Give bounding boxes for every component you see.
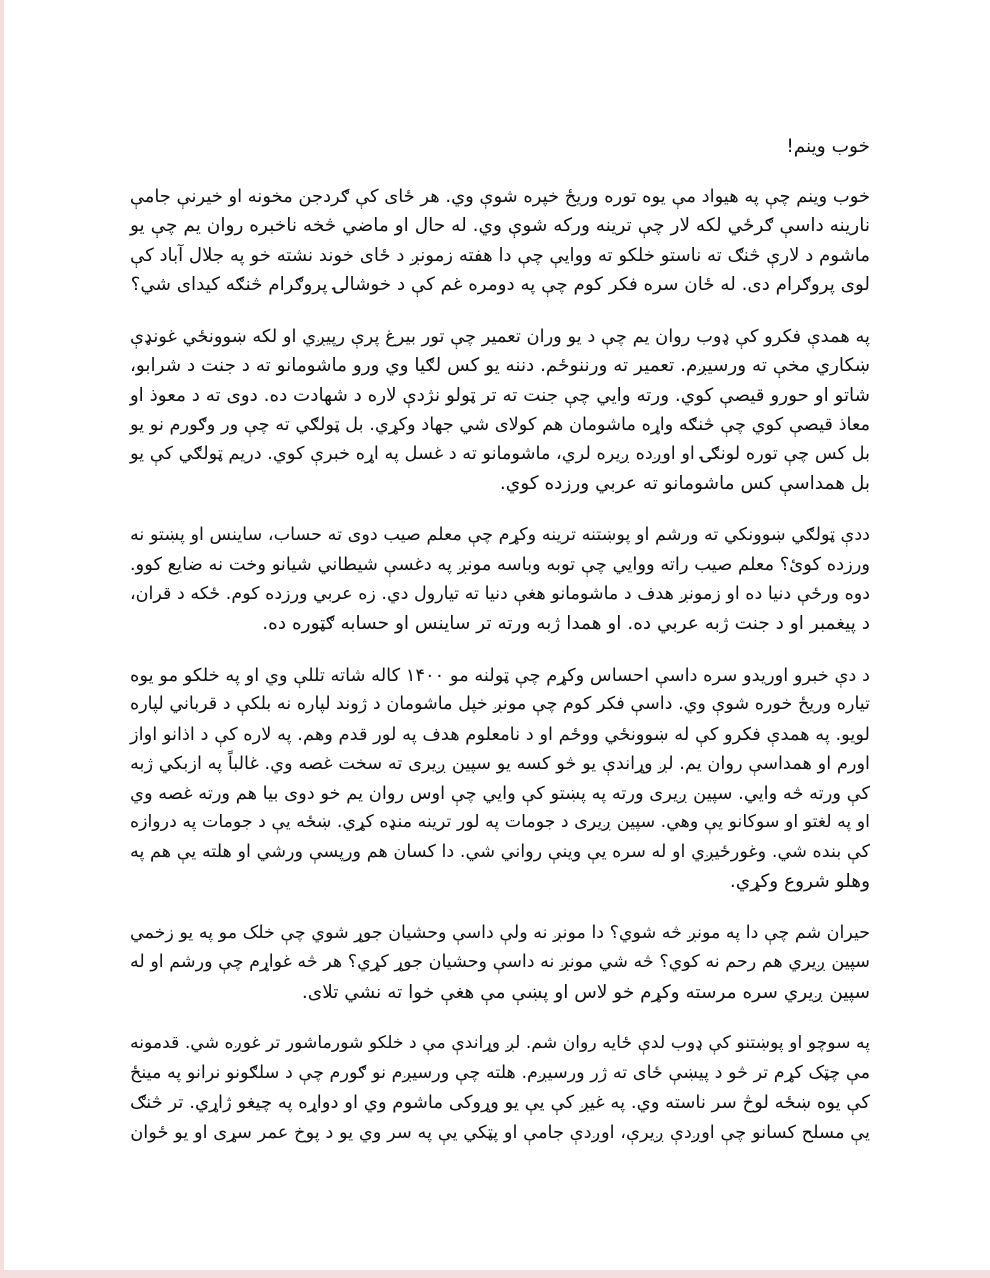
paragraph-line: په سوچو او پوښتنو کې ډوب لدې ځایه روان شم. لږ وړاندې مې د خلکو شورماشور تر غوږه شي. قدمونه bbox=[130, 1033, 870, 1053]
paragraph-line: لویو. په همدې فکرو کې له ښوونځي ووځم او د نامعلوم هدف په لور قدم وهم. په لاره کې د اذانو اواز bbox=[130, 723, 870, 745]
paragraph-line: کې ورته څه وایي. سپین ږیری ورته په پښتو کې وایي چې اوس روان یم خو دوی بیا هم ورته غصه وي bbox=[129, 782, 870, 804]
paragraph-line: ماشوم د لارې څنګ ته ناستو خلکو ته ووایې چې دا هفته زمونږ د ځای خوند نشته خو په جلال آباد کې bbox=[130, 244, 870, 266]
page-edge-left bbox=[0, 0, 4, 1278]
paragraph-line: ددې ټولګي ښوونکي ته ورشم او پوښتنه ترینه وکړم چې معلم صیب دوی ته حساب، ساینس او پښتو نه bbox=[130, 524, 870, 545]
paragraph-line: حیران شم چې دا په مونږ څه شوي؟ دا مونږ نه ولې داسې وحشیان جوړ شوي چې خلک مو په یو زخمي bbox=[130, 922, 870, 943]
paragraph bbox=[130, 919, 870, 1008]
page-edge-bottom bbox=[0, 1270, 990, 1278]
paragraph-line: وهلو شروع وکړي. bbox=[729, 871, 870, 892]
paragraph-line: او په لغتو او سوکانو یې وهي. سپین ږیری د جومات په لور ترینه منډه کړي. ښځه یې د جومات په دروازه bbox=[130, 812, 870, 832]
paragraph-line: شاتو او حورو قیصې کوي. ورته وایي چې جنت ته تر ټولو نژدې لاره د شهادت ده. دوی ته د معوذ او bbox=[129, 384, 870, 406]
paragraph-line: کې بنده شي. وغورځیږي او له سره یې وینې رواني شي. دا کسان هم ورپسې ورشي او هلته یې هم په bbox=[130, 841, 870, 862]
paragraph bbox=[130, 1029, 870, 1147]
paragraph bbox=[130, 521, 870, 639]
paragraph-line: د دې خبرو اوریدو سره داسې احساس وکړم چې ټولنه مو ۱۴۰۰ کاله شاته تللې وي او په خلکو مو یوه bbox=[130, 664, 870, 686]
paragraph-line: دوه ورځې دنیا ده او زمونږ هدف د ماشومانو هغې دنیا ته تیارول دي. زه عربي ورزده کوم. ځکه د قران، bbox=[130, 583, 870, 604]
paragraph bbox=[130, 661, 870, 897]
paragraph-line: په همدې فکرو کې ډوب روان یم چې د یو وران تعمیر چې تور بیرغ پرې رپیږي او لکه ښوونځي غونډې bbox=[130, 325, 870, 347]
paragraph-line: لوی پروګرام دی. له ځان سره فکر کوم چې په دومره غم کې د خوشالۍ پروګرام څنګه کیدای شي؟ bbox=[130, 274, 870, 295]
paragraph bbox=[130, 322, 870, 499]
paragraph-line: بل کس چې توره لونګۍ او اوږده ږیره لري، ماشومانو ته د غسل په اړه خبرې کوي. دریم ټولګي کې یو bbox=[130, 443, 870, 464]
paragraph bbox=[130, 182, 870, 300]
paragraph-line: ورزده کوئ؟ معلم صیب راته ووایي چې توبه وباسه مونږ په دغسې شیطاني شیانو وخت نه ضایع کوو. bbox=[129, 554, 870, 575]
paragraph-line: یې مسلح کسانو چې اوږدې ږیرې، اوږدې جامې او پټکي یې په سر وي یو د پوخ عمر سړی او یو ځوان bbox=[130, 1121, 870, 1143]
document-title: خوب وینم! bbox=[786, 136, 870, 157]
paragraph-line: سپین ږیري سره مرسته وکړم خو لاس او پښې مې هغې خوا ته نشي تلای. bbox=[301, 981, 870, 1003]
paragraph-line: خوب وینم چې په هیواد مې یوه توره وریځ خپره شوې وي. هر ځای کې ګردجن مخونه او خیرنې جامې bbox=[129, 185, 870, 207]
paragraph-line: ښکاري مخې ته ورسیږم. تعمیر ته ورننوځم. دننه یو کس لګیا وي ورو ماشومانو ته د جنت د شرابو، bbox=[130, 355, 870, 376]
paragraph-line: سپین ږیري هم رحم نه کوي؟ څه شي مونږ نه داسې وحشیان جوړ کړي؟ هر څه غواړم چې ورشم او له bbox=[130, 952, 870, 972]
paragraph-line: بل همداسې کس ماشومانو ته عربي ورزده کوي. bbox=[499, 473, 870, 494]
paragraph-line: تیاره وریځ خوره شوې وي. داسې فکر کوم چې مونږ خپل ماشومان د ژوند لپاره نه بلکې د قرباني لپاره bbox=[130, 694, 870, 714]
paragraph-line: مې چټک کړم تر څو د پیښې ځای ته ژر ورسیږم. هلته چې ورسیږم نو ګورم چې د سلګونو نرانو په مینځ bbox=[130, 1062, 870, 1083]
paragraph-line: اورم او همداسې روان یم. لږ وړاندې یو څو کسه یو سپین ږیری ته سخت غصه وي. غالباً په ازبکي ژبه bbox=[130, 753, 870, 774]
document-body bbox=[130, 132, 870, 1169]
paragraph-line: نارینه داسې ګرځي لکه لار چې ترینه ورکه شوې وي. له حال او ماضي څخه ناخبره روان یم چې یو bbox=[130, 215, 870, 236]
paragraph-line: د پیغمبر او د جنت ژبه عربي ده. او همدا ژبه ورته تر ساینس او حسابه ګټوره ده. bbox=[262, 613, 870, 634]
paragraph-line: کې یوه ښځه لوڅ سر ناسته وي. په غیږ کې یې یو وړوکی ماشوم وي او دواړه په چیغو ژاړي. تر څنګ bbox=[130, 1092, 870, 1113]
paragraph-line: معاذ قیصې کوي چې څنګه واړه ماشومان هم کولای شي جهاد وکړي. بل ټولګي ته چې ور وګورم نو یو bbox=[130, 414, 870, 435]
paragraph-list bbox=[130, 182, 870, 1148]
